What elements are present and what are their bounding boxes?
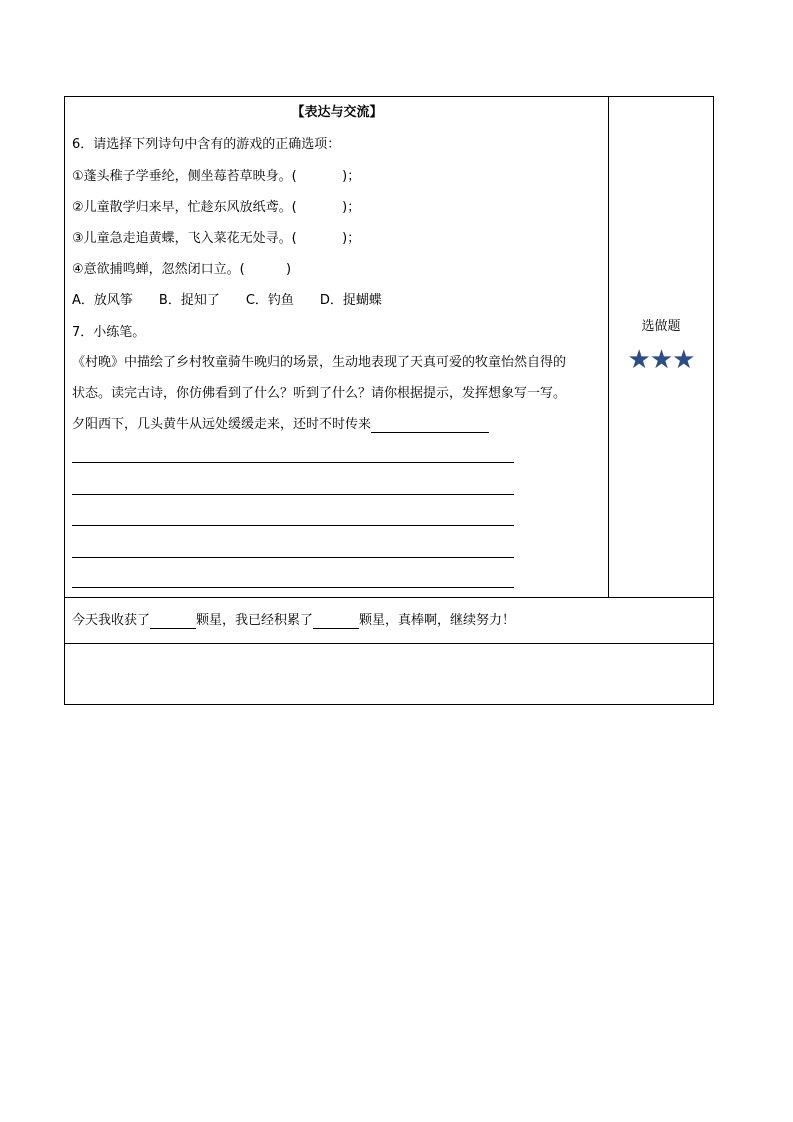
choice-a: A．放风筝	[72, 293, 133, 308]
writing-line[interactable]	[72, 462, 514, 463]
item-end: ；	[347, 200, 361, 215]
summary-text-1: 今天我收获了	[72, 613, 151, 628]
question-6-choices	[72, 293, 408, 309]
stars-earned-blank[interactable]	[150, 614, 196, 629]
choice-b: B．捉知了	[158, 293, 220, 308]
item-text: ③儿童急走追黄蝶，飞入菜花无处寻。	[72, 231, 292, 246]
writing-line[interactable]	[72, 557, 514, 558]
table-divider	[65, 643, 713, 644]
question-7-description-line-2: 状态。读完古诗，你仿佛看到了什么？听到了什么？请你根据提示，发挥想象写一写。	[72, 386, 567, 401]
writing-line[interactable]	[72, 587, 514, 588]
exercise-cell	[65, 97, 609, 597]
question-6-item-1	[72, 169, 360, 185]
answer-paren[interactable]: ( )	[291, 169, 348, 184]
question-6-item-4	[72, 262, 291, 278]
summary-text-2: 颗星，我已经积累了	[196, 613, 314, 628]
choice-d: D．捉蝴蝶	[319, 293, 382, 308]
answer-paren[interactable]: ( )	[239, 262, 292, 277]
item-text: ④意欲捕鸣蝉，忽然闭口立。	[72, 262, 240, 277]
star-rating-icon: ★★★	[627, 345, 695, 375]
writing-line[interactable]	[72, 494, 514, 495]
choice-c: C．钓鱼	[245, 293, 294, 308]
writing-line[interactable]	[72, 525, 514, 526]
stars-total-blank[interactable]	[313, 614, 359, 629]
item-text: ②儿童散学归来早，忙趁东风放纸鸢。	[72, 200, 292, 215]
section-heading: 【表达与交流】	[291, 105, 383, 120]
item-end: ；	[347, 231, 361, 246]
writing-prompt	[72, 417, 489, 433]
table-divider	[65, 597, 713, 598]
optional-question-label: 选做题	[641, 319, 681, 334]
summary-text-3: 颗星，真棒啊，继续努力！	[359, 613, 516, 628]
item-text: ①蓬头稚子学垂纶，侧坐莓苔草映身。	[72, 169, 292, 184]
answer-paren[interactable]: ( )	[291, 200, 348, 215]
rating-cell	[609, 97, 713, 597]
item-end: ；	[347, 169, 361, 184]
question-6-prompt: 6．请选择下列诗句中含有的游戏的正确选项：	[72, 137, 341, 152]
writing-prompt-text: 夕阳西下，几头黄牛从远处缓缓走来，还时不时传来	[72, 417, 372, 432]
answer-paren[interactable]: ( )	[291, 231, 348, 246]
question-6-item-3	[72, 231, 360, 247]
writing-blank[interactable]	[371, 418, 489, 433]
question-7-description-line-1: 《村晚》中描绘了乡村牧童骑牛晚归的场景，生动地表现了天真可爱的牧童怡然自得的	[72, 355, 567, 370]
star-summary	[72, 613, 515, 629]
worksheet-table	[64, 96, 714, 705]
question-7-title: 7．小练笔。	[72, 325, 146, 340]
question-6-item-2	[72, 200, 360, 216]
